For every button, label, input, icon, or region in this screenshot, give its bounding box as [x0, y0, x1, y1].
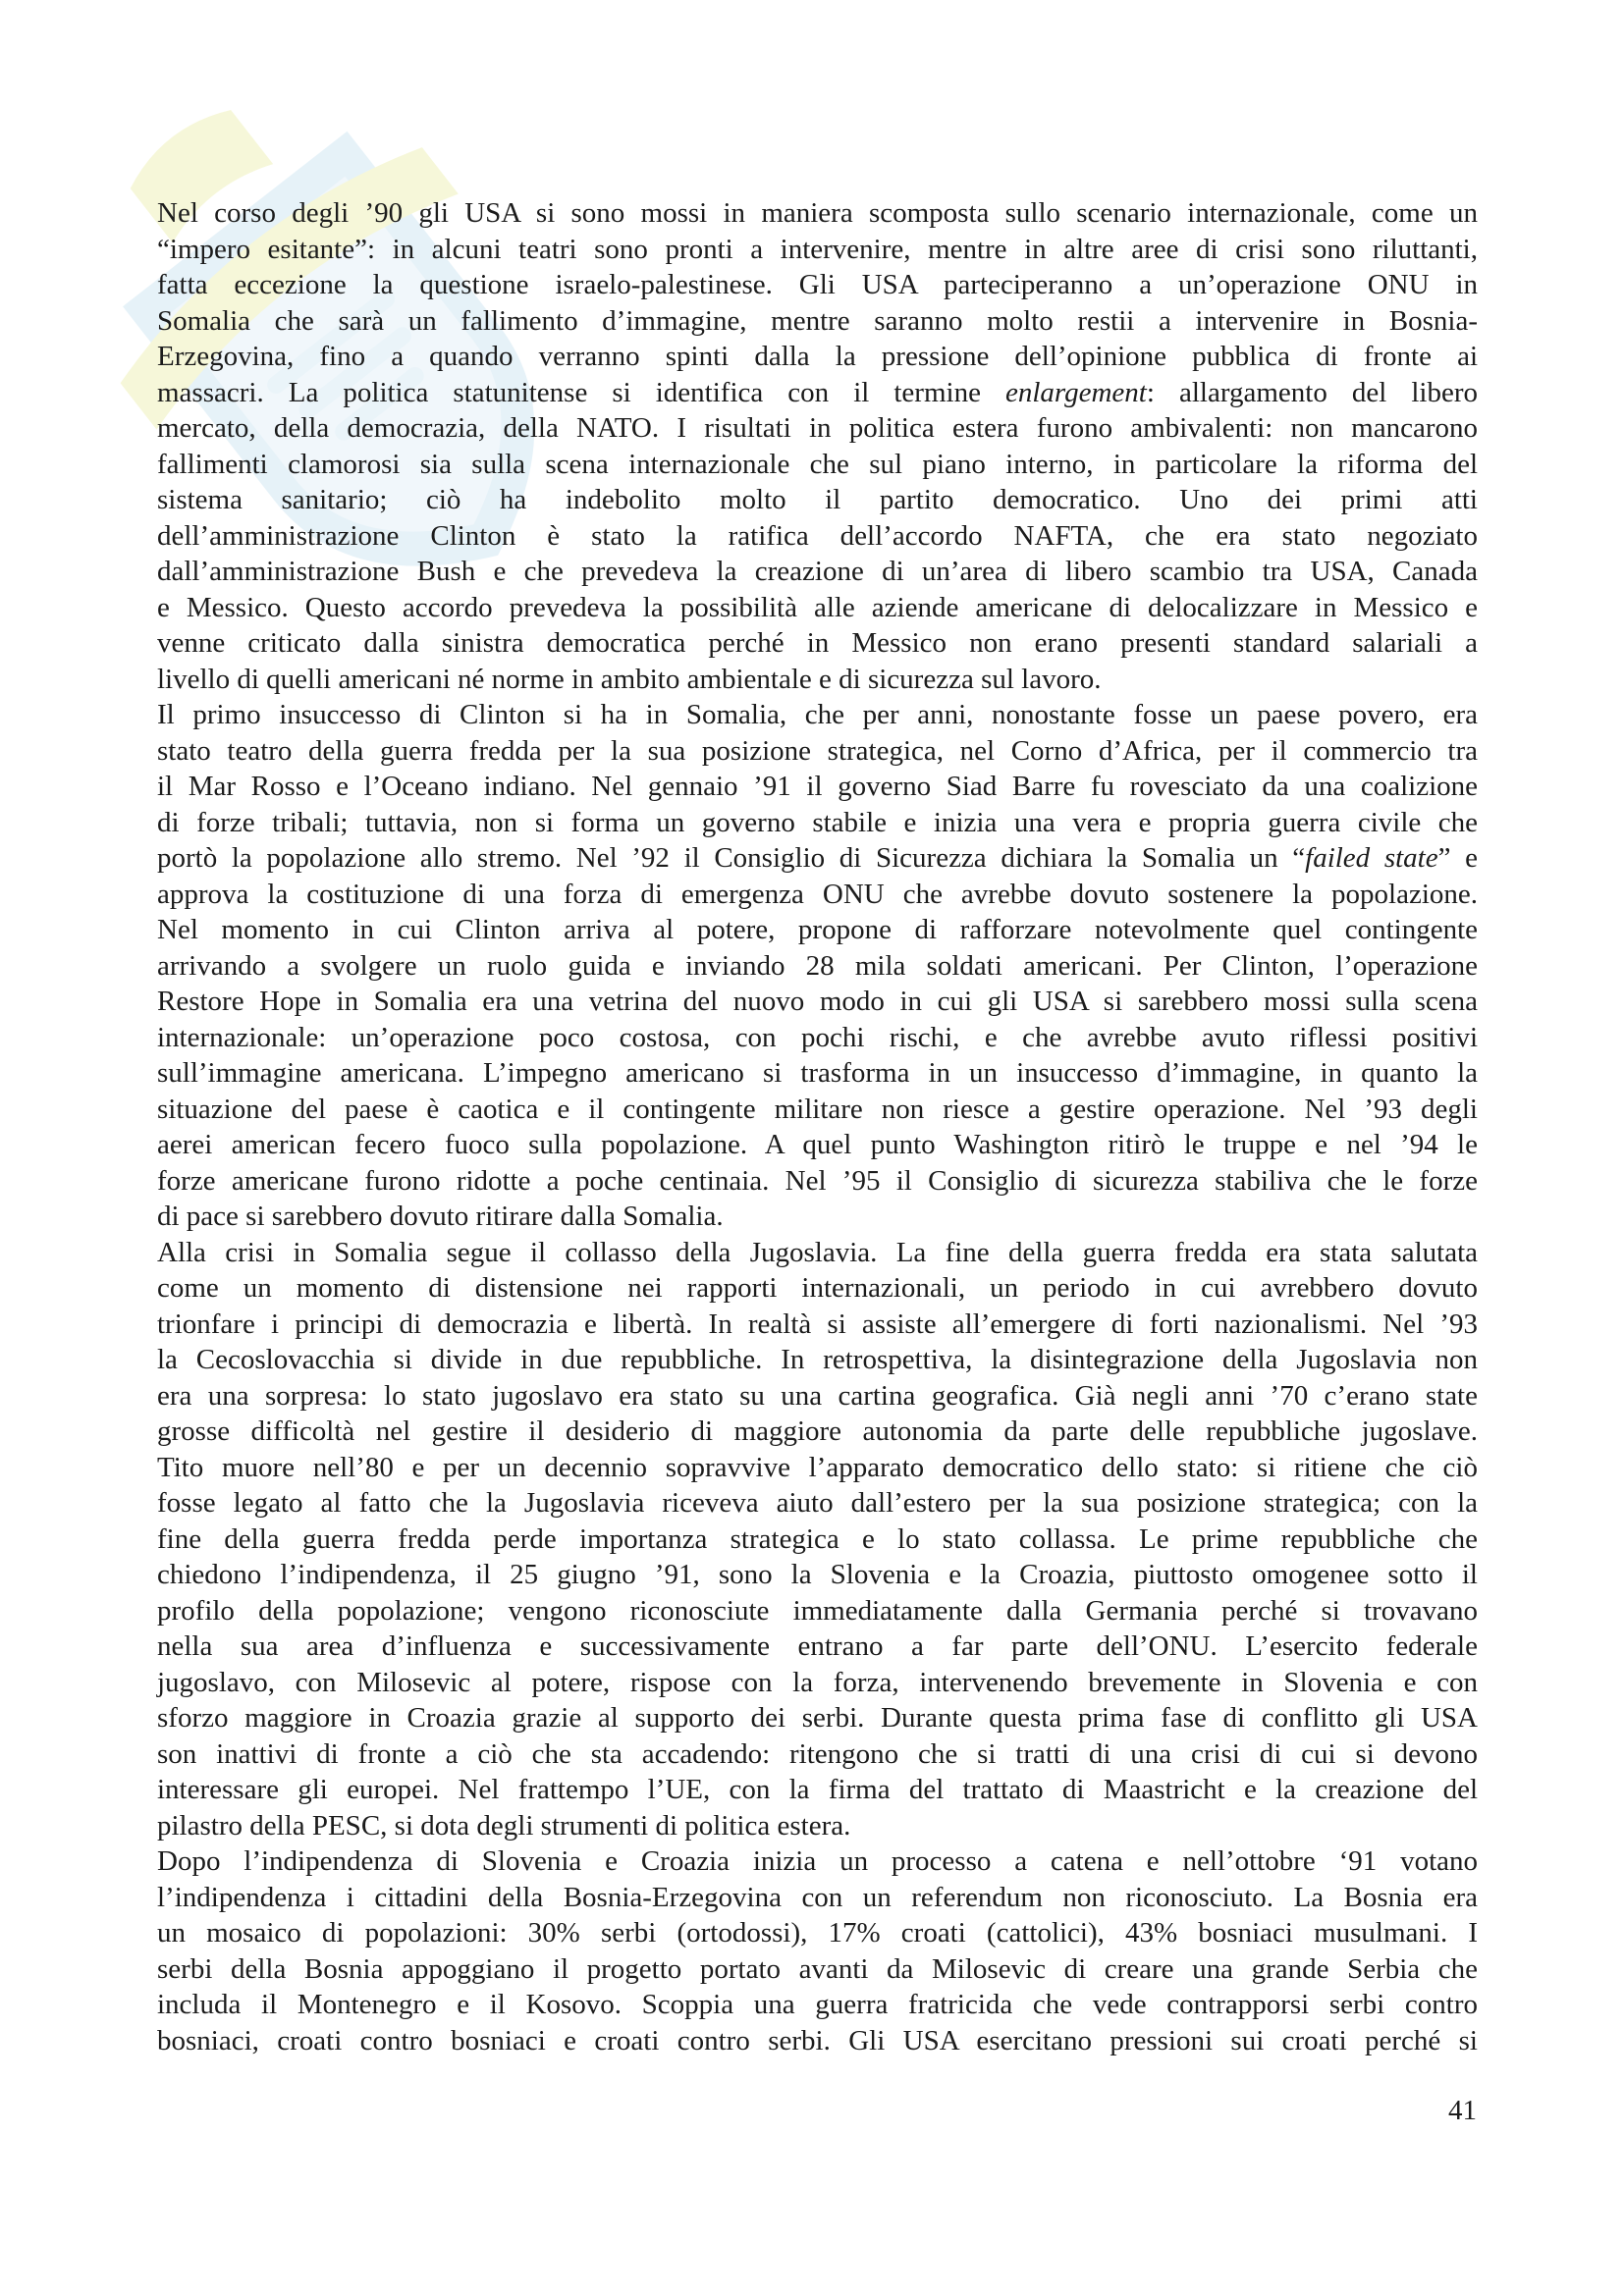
text-line: interessare gli europei. Nel frattempo l’UE, con la firma del trattato di Maastricht e la creazione del	[157, 1774, 1478, 1805]
text-line: Dopo l’indipendenza di Slovenia e Croazia inizia un processo a catena e nell’ottobre ‘91 votano	[157, 1845, 1478, 1877]
text-line: dell’amministrazione Clinton è stato la ratifica dell’accordo NAFTA, che era stato negoziato	[157, 519, 1478, 552]
text-line: di pace si sarebbero dovuto ritirare dalla Somalia.	[157, 1201, 724, 1232]
text-line: Somalia che sarà un fallimento d’immagine, mentre saranno molto restii a intervenire in Bosnia-	[157, 304, 1478, 337]
text-line: livello di quelli americani né norme in ambito ambientale e di sicurezza sul lavoro.	[157, 663, 1102, 695]
text-line: l’indipendenza i cittadini della Bosnia-Erzegovina con un referendum non riconosciuto. La Bosnia era	[157, 1881, 1478, 1913]
text-line: e Messico. Questo accordo prevedeva la possibilità alle aziende americane di delocalizzare in Messico e	[157, 591, 1478, 623]
text-line: dall’amministrazione Bush e che prevedeva la creazione di un’area di libero scambio tra USA, Canada	[157, 556, 1478, 587]
document-body	[157, 195, 1478, 2058]
text-run: massacri. La politica statunitense si identifica con il termine	[157, 376, 1005, 408]
text-line: fosse legato al fatto che la Jugoslavia riceveva aiuto dall’estero per la sua posizione strategica; con la	[157, 1487, 1478, 1519]
text-line: bosniaci, croati contro bosniaci e croati contro serbi. Gli USA esercitano pressioni sui croati perché si	[157, 2024, 1478, 2056]
text-line: il Mar Rosso e l’Oceano indiano. Nel gennaio ’91 il governo Siad Barre fu rovesciato da una coalizione	[157, 771, 1478, 802]
text-line: sistema sanitario; ciò ha indebolito molto il partito democratico. Uno dei primi atti	[157, 484, 1478, 515]
text-run: : allargamento del libero	[1146, 376, 1478, 408]
text-line: internazionale: un’operazione poco costosa, con pochi rischi, e che avrebbe avuto riflessi positivi	[157, 1021, 1478, 1053]
text-line: forze americane furono ridotte a poche centinaia. Nel ’95 il Consiglio di sicurezza stabiliva che le forze	[157, 1164, 1478, 1197]
text-line: Nel momento in cui Clinton arriva al potere, propone di rafforzare notevolmente quel contingente	[157, 914, 1478, 945]
text-line: pilastro della PESC, si dota degli strumenti di politica estera.	[157, 1809, 851, 1842]
text-line: trionfare i principi di democrazia e libertà. In realtà si assiste all’emergere di forti nazionalismi. Nel ’93	[157, 1308, 1478, 1340]
paragraph	[157, 697, 1478, 1235]
text-line: stato teatro della guerra fredda per la sua posizione strategica, nel Corno d’Africa, per il commercio tra	[157, 734, 1478, 767]
text-line: “impero esitante”: in alcuni teatri sono pronti a intervenire, mentre in altre aree di crisi sono riluttanti,	[157, 233, 1478, 265]
text-line: jugoslavo, con Milosevic al potere, rispose con la forza, intervenendo brevemente in Slovenia e con	[157, 1666, 1478, 1698]
text-line: Restore Hope in Somalia era una vetrina del nuovo modo in cui gli USA si sarebbero mossi sulla scena	[157, 986, 1478, 1017]
text-line: la Cecoslovacchia si divide in due repubbliche. In retrospettiva, la disintegrazione della Jugoslavia non	[157, 1344, 1478, 1375]
italic-term: failed state	[1305, 842, 1438, 874]
paragraph	[157, 195, 1478, 697]
text-line: approva la costituzione di una forza di emergenza ONU che avrebbe dovuto sostenere la popolazione.	[157, 878, 1478, 910]
text-run: portò la popolazione allo stremo. Nel ’92 il Consiglio di Sicurezza dichiara la Somalia un “	[157, 842, 1306, 874]
text-line: Alla crisi in Somalia segue il collasso della Jugoslavia. La fine della guerra fredda era stata salutata	[157, 1236, 1478, 1268]
text-line	[157, 375, 1478, 411]
text-line: sull’immagine americana. L’impegno americano si trasforma in un insuccesso d’immagine, in quanto la	[157, 1057, 1478, 1089]
paragraph	[157, 1843, 1478, 2058]
text-line: come un momento di distensione nei rapporti internazionali, un periodo in cui avrebbero dovuto	[157, 1272, 1478, 1304]
text-line: grosse difficoltà nel gestire il desiderio di maggiore autonomia da parte delle repubbliche jugoslave.	[157, 1415, 1478, 1447]
text-line: era una sorpresa: lo stato jugoslavo era stato su una cartina geografica. Già negli anni ’70 c’erano state	[157, 1379, 1478, 1412]
text-line	[157, 840, 1478, 877]
text-line: Tito muore nell’80 e per un decennio sopravvive l’apparato democratico dello stato: si ritiene che ciò	[157, 1451, 1478, 1483]
text-line: di forze tribali; tuttavia, non si forma un governo stabile e inizia una vera e propria guerra civile che	[157, 806, 1478, 838]
paragraph	[157, 1235, 1478, 1844]
text-line: venne criticato dalla sinistra democratica perché in Messico non erano presenti standard salariali a	[157, 627, 1478, 659]
text-line: Nel corso degli ’90 gli USA si sono mossi in maniera scomposta sullo scenario internazionale, come un	[157, 197, 1478, 229]
text-line: fine della guerra fredda perde importanza strategica e lo stato collassa. Le prime repubbliche che	[157, 1522, 1478, 1555]
text-line: chiedono l’indipendenza, il 25 giugno ’91, sono la Slovenia e la Croazia, piuttosto omogenee sotto il	[157, 1559, 1478, 1590]
page-number: 41	[1448, 2095, 1477, 2126]
text-line: un mosaico di popolazioni: 30% serbi (ortodossi), 17% croati (cattolici), 43% bosniaci musulmani. I	[157, 1917, 1478, 1949]
text-line: aerei american fecero fuoco sulla popolazione. A quel punto Washington ritirò le truppe e nel ’94 le	[157, 1129, 1478, 1160]
text-line: mercato, della democrazia, della NATO. I risultati in politica estera furono ambivalenti: non mancarono	[157, 412, 1478, 444]
text-line: son inattivi di fronte a ciò che sta accadendo: ritengono che si tratti di una crisi di cui si devono	[157, 1737, 1478, 1770]
text-line: fallimenti clamorosi sia sulla scena internazionale che sul piano interno, in particolare la riforma del	[157, 448, 1478, 480]
italic-term: enlargement	[1004, 376, 1147, 408]
text-line: fatta eccezione la questione israelo-palestinese. Gli USA parteciperanno a un’operazione ONU in	[157, 269, 1478, 300]
text-line: serbi della Bosnia appoggiano il progetto portato avanti da Milosevic di creare una grande Serbia che	[157, 1952, 1478, 1985]
text-line: includa il Montenegro e il Kosovo. Scoppia una guerra fratricida che vede contrapporsi serbi contro	[157, 1989, 1478, 2020]
text-line: situazione del paese è caotica e il contingente militare non riesce a gestire operazione. Nel ’93 degli	[157, 1093, 1478, 1125]
text-run: ” e	[1437, 842, 1478, 874]
text-line: sforzo maggiore in Croazia grazie al supporto dei serbi. Durante questa prima fase di conflitto gli USA	[157, 1702, 1478, 1734]
text-line: Erzegovina, fino a quando verranno spinti dalla la pressione dell’opinione pubblica di fronte ai	[157, 341, 1478, 372]
text-line: profilo della popolazione; vengono riconosciute immediatamente dalla Germania perché si trovavano	[157, 1594, 1478, 1627]
text-line: nella sua area d’influenza e successivamente entrano a far parte dell’ONU. L’esercito federale	[157, 1630, 1478, 1662]
text-line: Il primo insuccesso di Clinton si ha in Somalia, che per anni, nonostante fosse un paese povero, era	[157, 699, 1478, 730]
text-line: arrivando a svolgere un ruolo guida e inviando 28 mila soldati americani. Per Clinton, l’operazione	[157, 949, 1478, 982]
